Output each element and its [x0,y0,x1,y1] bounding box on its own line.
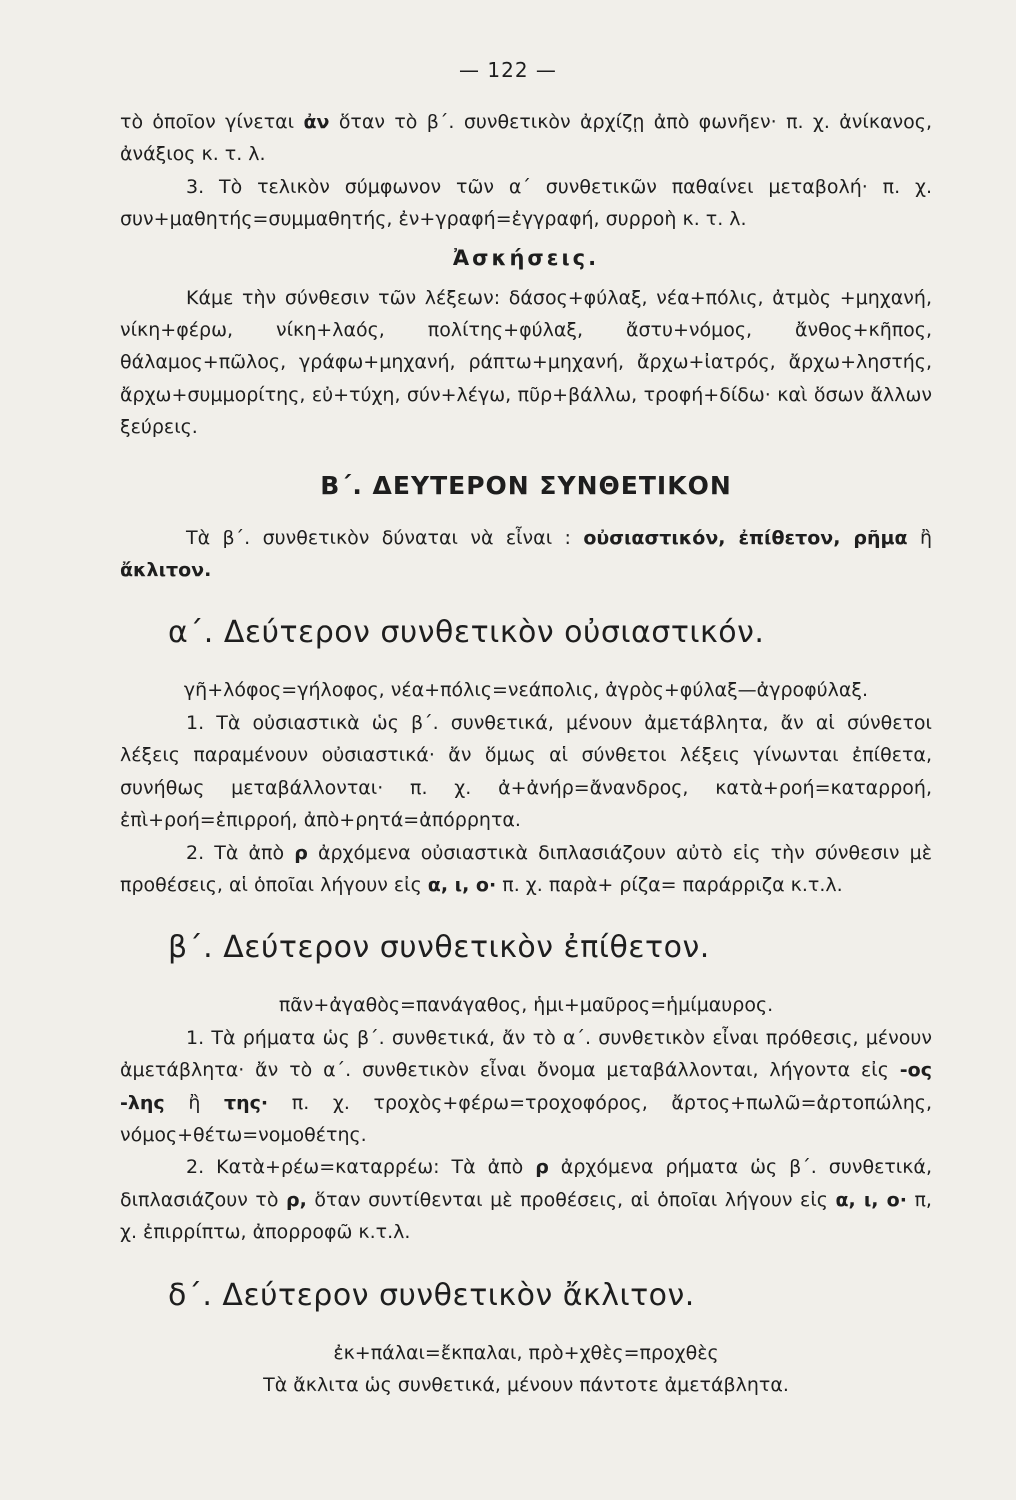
text: π. χ. τροχὸς+φέρω=τροχοφόρος, ἄρτος+πωλῶ=ἀρτοπώλης, νόμος+θέτω=νομοθέτης. [120,1091,932,1146]
bold-term: ρ [535,1156,549,1179]
subsection-d-rule: Τὰ ἄκλιτα ὡς συνθετικά, μένουν πάντοτε ἀμετάβλητα. [263,1373,789,1396]
bold-term: οὐσιαστικόν, ἐπίθετον, ρῆμα [583,526,908,549]
bold-term: της· [224,1091,269,1114]
text: Τὰ β΄. συνθετικὸν δύναται νὰ εἶναι : [186,526,571,549]
text: 1. Τὰ ρήματα ὡς β΄. συνθετικά, ἄν τὸ α΄. συνθετικὸν εἶναι πρόθεσις, μένουν ἀμετάβλητα· ἄν τὸ α΄. συνθετικὸν εἶναι ὄνομα μεταβάλλονται, λήγοντα εἰς [120,1026,932,1082]
text: π, χ. ἐπιρρίπτω, ἀπορροφῶ κ.τ.λ. [120,1188,932,1244]
subsection-b-title: β΄. Δεύτερον συνθετικὸν ἐπίθετον. [168,930,710,966]
subsection-a-example: γῆ+λόφος=γήλοφος, νέα+πόλις=νεάπολις, ἀγρὸς+φύλαξ—ἀγροφύλαξ. [183,679,869,702]
subsection-d-example: ἐκ+πάλαι=ἔκπαλαι, πρὸ+χθὲς=προχθὲς [333,1341,719,1364]
subsection-b-rule-1 [120,1022,932,1152]
subsection-a-rule-2 [120,837,932,902]
section-b-intro [120,522,932,587]
paragraph-intro [120,106,932,171]
text: ἀρχόμενα οὐσιαστικὰ διπλασιάζουν αὐτὸ εἰς τὴν σύνθεσιν μὲ προθέσεις, αἱ ὁποῖαι λήγουν εἰς [120,841,932,896]
bold-term: ἄκλιτον. [120,559,212,582]
subsection-d-title: δ΄. Δεύτερον συνθετικὸν ἄκλιτον. [168,1277,695,1313]
exercises-text: Κάμε τὴν σύνθεσιν τῶν λέξεων: δάσος+φύλαξ, νέα+πόλις, ἀτμὸς +μηχανή, νίκη+φέρω, νίκη+λαός, πολίτης+φύλαξ, ἄστυ+νόμος, ἄνθος+κῆπος, θάλαμος+πῶλος, γράφω+μηχανή, ράπτω+μηχανή, ἄρχω+ἰατρός, ἄρχω+ληστής, ἄρχω+συμμορίτης, εὐ+τύχη, σύν+λέγω, πῦρ+βάλλω, τροφή+δίδω· καὶ ὅσων ἄλλων ξεύρεις. [120,286,932,439]
text: 2. Τὰ ἀπὸ [186,841,285,864]
text: 2. Κατὰ+ρέω=καταρρέω: Τὰ ἀπὸ [186,1156,524,1179]
exercises-heading: Ἀσκήσεις. [452,245,600,270]
page-number: — 122 — [459,58,557,82]
subsection-a-rule-1: 1. Τὰ οὐσιαστικὰ ὡς β΄. συνθετικά, μένουν ἀμετάβλητα, ἄν αἱ σύνθετοι λέξεις παραμένουν οὐσιαστικά· ἄν ὅμως αἱ σύνθετοι λέξεις γίνωνται ἐπίθετα, συνήθως μεταβάλλονται· π. χ. ἀ+ἀνήρ=ἄνανδρος, κατὰ+ροή=καταρροή, ἐπὶ+ροή=ἐπιρροή, ἀπὸ+ρητά=ἀπόρρητα. [120,711,932,832]
bold-term: ρ [294,841,308,864]
text: ἢ [188,1091,201,1114]
text: ἢ [919,526,932,549]
text: ὅταν τὸ β΄. συνθετικὸν ἀρχίζῃ ἀπὸ φωνῆεν· π. χ. ἀνίκανος, ἀνάξιος κ. τ. λ. [120,111,932,166]
subsection-b-rule-2 [120,1151,932,1248]
text: π. χ. παρὰ+ ρίζα= παράρριζα κ.τ.λ. [502,873,843,896]
text: τὸ ὁποῖον γίνεται [120,111,295,133]
page-body [120,106,932,1401]
bold-term: ρ, [286,1188,307,1211]
bold-term: ἀν [303,111,330,133]
rule-3: 3. Τὸ τελικὸν σύμφωνον τῶν α΄ συνθετικῶν παθαίνει μεταβολή· π. χ. συν+μαθητής=συμμαθητής, ἐν+γραφή=ἐγγραφή, συρροὴ κ. τ. λ. [120,175,932,231]
text: ὅταν συντίθενται μὲ προθέσεις, αἱ ὁποῖαι λήγουν εἰς [314,1188,828,1211]
subsection-b-example: πᾶν+ἀγαθὸς=πανάγαθος, ἡμι+μαῦρος=ἡμίμαυρος. [278,994,774,1017]
section-b-title: Β΄. ΔΕΥΤΕΡΟΝ ΣΥΝΘΕΤΙΚΟΝ [320,470,732,500]
bold-term: α, ι, ο· [427,873,497,896]
bold-term: α, ι, ο· [835,1188,907,1211]
subsection-a-title: α΄. Δεύτερον συνθετικὸν οὐσιαστικόν. [168,615,765,651]
text: ἀρχόμενα ρήματα ὡς β΄. συνθετικά, διπλασιάζουν τὸ [120,1156,932,1211]
bold-term: -ος -λης [120,1059,932,1114]
